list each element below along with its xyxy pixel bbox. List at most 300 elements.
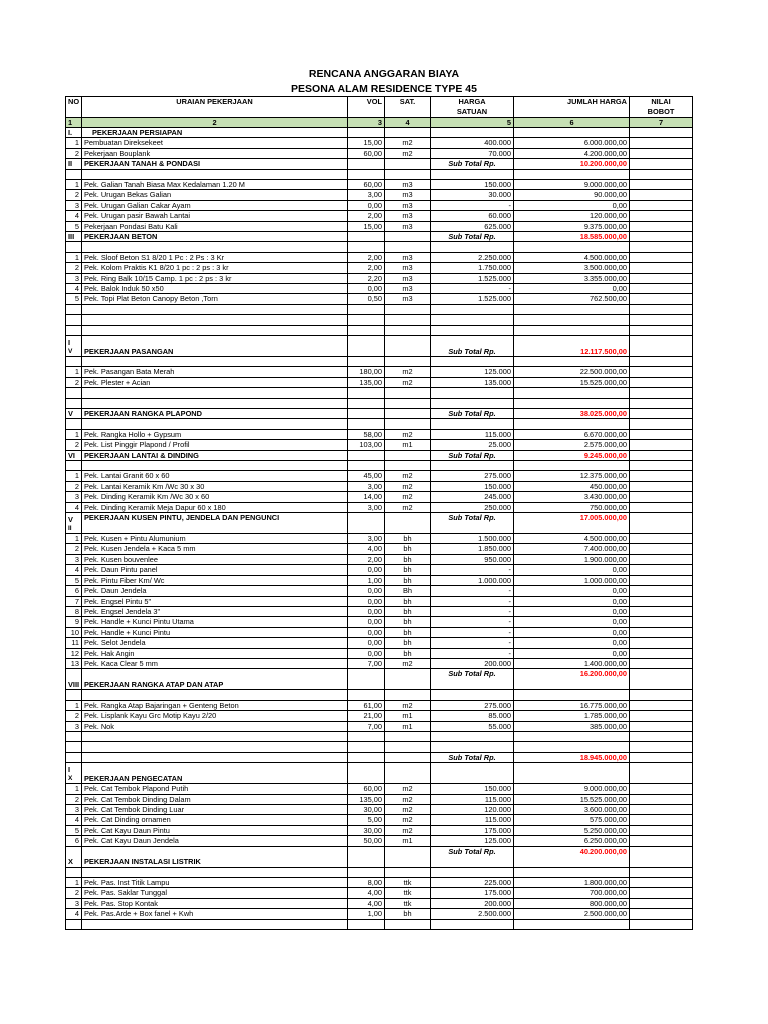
- row-no: 1: [66, 534, 82, 544]
- row-no: 2: [66, 481, 82, 491]
- blank-cell: [514, 742, 630, 752]
- row-vol: 0,00: [348, 617, 385, 627]
- blank-row: [66, 867, 693, 877]
- row-no: 2: [66, 190, 82, 200]
- row-bobot: [630, 565, 693, 575]
- section-bobot: [630, 846, 693, 867]
- section-sat: [385, 159, 431, 169]
- header-uraian: URAIAN PEKERJAAN: [82, 97, 348, 118]
- row-uraian: Pek. Pintu Fiber Km/ Wc: [82, 575, 348, 585]
- table-row: [66, 617, 693, 627]
- header-no: NO: [66, 97, 82, 118]
- blank-cell: [431, 690, 514, 700]
- row-bobot: [630, 211, 693, 221]
- row-bobot: [630, 617, 693, 627]
- row-sat: m2: [385, 784, 431, 794]
- blank-cell: [630, 742, 693, 752]
- row-sat: m3: [385, 252, 431, 262]
- blank-cell: [82, 461, 348, 471]
- subtotal-value: 16.200.000,00: [514, 669, 630, 690]
- row-harga: 2.250.000: [431, 252, 514, 262]
- blank-cell: [514, 919, 630, 929]
- blank-cell: [66, 919, 82, 929]
- blank-row: [66, 419, 693, 429]
- header-nilai-line1: NILAI: [651, 97, 671, 106]
- row-harga: 115.000: [431, 815, 514, 825]
- section-row: [66, 232, 693, 242]
- row-uraian: Pek. Lisplank Kayu Grc Motip Kayu 2/20: [82, 711, 348, 721]
- row-vol: 5,00: [348, 815, 385, 825]
- row-harga: -: [431, 606, 514, 616]
- blank-cell: [514, 461, 630, 471]
- row-bobot: [630, 825, 693, 835]
- row-bobot: [630, 429, 693, 439]
- row-harga: 1.525.000: [431, 294, 514, 304]
- row-uraian: Pek. Pas. Saklar Tunggal: [82, 888, 348, 898]
- blank-cell: [348, 742, 385, 752]
- section-no: VI: [66, 450, 82, 460]
- blank-cell: [431, 325, 514, 335]
- table-row: [66, 440, 693, 450]
- row-vol: 0,00: [348, 284, 385, 294]
- table-row: [66, 648, 693, 658]
- row-jumlah: 0,00: [514, 617, 630, 627]
- row-harga: 2.500.000: [431, 909, 514, 919]
- colnum-5: 5: [431, 118, 514, 128]
- row-bobot: [630, 252, 693, 262]
- row-no: 5: [66, 294, 82, 304]
- row-uraian: Pek. Urugan pasir Bawah Lantai: [82, 211, 348, 221]
- row-jumlah: 1.900.000,00: [514, 554, 630, 564]
- table-row: [66, 888, 693, 898]
- section-row: [66, 846, 693, 867]
- section-row: [66, 409, 693, 419]
- blank-cell: [431, 357, 514, 367]
- section-bobot: [630, 159, 693, 169]
- blank-cell: [66, 388, 82, 398]
- row-bobot: [630, 294, 693, 304]
- row-no: 12: [66, 648, 82, 658]
- row-uraian: Pek. Dinding Keramik Meja Dapur 60 x 180: [82, 502, 348, 512]
- section-title: PEKERJAAN RANGKA PLAPOND: [82, 409, 348, 419]
- row-bobot: [630, 440, 693, 450]
- blank-row: [66, 357, 693, 367]
- row-bobot: [630, 492, 693, 502]
- row-bobot: [630, 221, 693, 231]
- section-title: PEKERJAAN PASANGAN: [82, 336, 348, 357]
- blank-cell: [66, 242, 82, 252]
- row-jumlah: 15.525.000,00: [514, 377, 630, 387]
- row-bobot: [630, 575, 693, 585]
- row-vol: 4,00: [348, 544, 385, 554]
- table-row: [66, 367, 693, 377]
- blank-cell: [385, 461, 431, 471]
- row-bobot: [630, 804, 693, 814]
- section-no-line1: I: [68, 765, 71, 775]
- row-sat: m2: [385, 815, 431, 825]
- subtotal-value: 18.585.000,00: [514, 232, 630, 242]
- blank-cell: [348, 357, 385, 367]
- row-bobot: [630, 606, 693, 616]
- row-vol: 0,00: [348, 638, 385, 648]
- row-uraian: Pek. Pas. Stop Kontak: [82, 898, 348, 908]
- blank-cell: [348, 867, 385, 877]
- row-sat: bh: [385, 606, 431, 616]
- blank-cell: [82, 867, 348, 877]
- row-jumlah: 450.000,00: [514, 481, 630, 491]
- row-sat: m2: [385, 481, 431, 491]
- row-sat: bh: [385, 544, 431, 554]
- blank-cell: [82, 690, 348, 700]
- blank-cell: [514, 304, 630, 314]
- row-uraian: Pek. Daun Jendela: [82, 586, 348, 596]
- subtotal-label: Sub Total Rp.: [431, 409, 514, 419]
- row-no: 1: [66, 138, 82, 148]
- row-no: 6: [66, 586, 82, 596]
- row-vol: 2,00: [348, 554, 385, 564]
- row-harga: 150.000: [431, 481, 514, 491]
- row-bobot: [630, 554, 693, 564]
- blank-cell: [514, 169, 630, 179]
- row-sat: m1: [385, 836, 431, 846]
- table-row: [66, 638, 693, 648]
- row-no: 4: [66, 909, 82, 919]
- row-vol: 21,00: [348, 711, 385, 721]
- row-uraian: Pek. Sloof Beton S1 8/20 1 Pc : 2 Ps : 3 Kr: [82, 252, 348, 262]
- row-vol: 2,00: [348, 211, 385, 221]
- row-uraian: Pek. Rangka Hollo + Gypsum: [82, 429, 348, 439]
- row-jumlah: 9.375.000,00: [514, 221, 630, 231]
- row-vol: 45,00: [348, 471, 385, 481]
- table-row: [66, 836, 693, 846]
- row-no: 5: [66, 575, 82, 585]
- row-harga: 200.000: [431, 898, 514, 908]
- section-vol: [348, 513, 385, 534]
- row-harga: -: [431, 648, 514, 658]
- row-jumlah: 0,00: [514, 638, 630, 648]
- blank-cell: [66, 690, 82, 700]
- table-row: [66, 273, 693, 283]
- blank-cell: [348, 388, 385, 398]
- section-title: PEKERJAAN RANGKA ATAP DAN ATAP: [82, 669, 348, 690]
- blank-cell: [431, 304, 514, 314]
- section-vol: [348, 752, 385, 762]
- section-vol: [348, 336, 385, 357]
- table-row: [66, 700, 693, 710]
- row-harga: 245.000: [431, 492, 514, 502]
- row-harga: 120.000: [431, 804, 514, 814]
- section-vol: [348, 669, 385, 690]
- document-title: RENCANA ANGGARAN BIAYA: [308, 68, 460, 80]
- row-bobot: [630, 898, 693, 908]
- row-jumlah: 800.000,00: [514, 898, 630, 908]
- row-jumlah: 1.785.000,00: [514, 711, 630, 721]
- section-title: PEKERJAAN KUSEN PINTU, JENDELA DAN PENGUNCI: [82, 513, 348, 534]
- subtotal-label: [431, 763, 514, 784]
- row-harga: 150.000: [431, 784, 514, 794]
- row-harga: -: [431, 586, 514, 596]
- blank-cell: [385, 315, 431, 325]
- row-harga: 1.850.000: [431, 544, 514, 554]
- section-row: [66, 450, 693, 460]
- row-sat: m2: [385, 804, 431, 814]
- blank-cell: [82, 919, 348, 929]
- table-row: [66, 534, 693, 544]
- blank-cell: [385, 169, 431, 179]
- section-title: PEKERJAAN TANAH & PONDASI: [82, 159, 348, 169]
- blank-cell: [348, 315, 385, 325]
- blank-cell: [514, 388, 630, 398]
- row-uraian: Pek. Selot Jendela: [82, 638, 348, 648]
- row-harga: 1.525.000: [431, 273, 514, 283]
- table-row: [66, 825, 693, 835]
- blank-cell: [66, 325, 82, 335]
- blank-cell: [82, 169, 348, 179]
- row-bobot: [630, 638, 693, 648]
- row-bobot: [630, 544, 693, 554]
- table-row: [66, 138, 693, 148]
- row-harga: 275.000: [431, 471, 514, 481]
- table-row: [66, 471, 693, 481]
- row-uraian: Pek. Kolom Praktis K1 8/20 1 pc : 2 ps : 3 kr: [82, 263, 348, 273]
- blank-cell: [431, 315, 514, 325]
- row-vol: 50,00: [348, 836, 385, 846]
- row-uraian: Pek. Kaca Clear 5 mm: [82, 658, 348, 668]
- row-sat: m2: [385, 700, 431, 710]
- row-harga: 55.000: [431, 721, 514, 731]
- row-harga: -: [431, 565, 514, 575]
- row-uraian: Pek. Topi Plat Beton Canopy Beton ,Torn: [82, 294, 348, 304]
- row-bobot: [630, 148, 693, 158]
- row-jumlah: 762.500,00: [514, 294, 630, 304]
- blank-cell: [431, 388, 514, 398]
- section-vol: [348, 846, 385, 867]
- row-harga: 400.000: [431, 138, 514, 148]
- row-vol: 1,00: [348, 909, 385, 919]
- section-vol: [348, 232, 385, 242]
- row-harga: 1.750.000: [431, 263, 514, 273]
- blank-cell: [630, 731, 693, 741]
- section-bobot: [630, 450, 693, 460]
- table-row: [66, 815, 693, 825]
- row-vol: 0,00: [348, 648, 385, 658]
- table-row: [66, 221, 693, 231]
- section-no: X: [66, 846, 82, 867]
- blank-cell: [385, 919, 431, 929]
- row-sat: m1: [385, 440, 431, 450]
- row-jumlah: 0,00: [514, 586, 630, 596]
- row-uraian: Pek. Handle + Kunci Pintu Utama: [82, 617, 348, 627]
- table-row: [66, 804, 693, 814]
- row-bobot: [630, 502, 693, 512]
- row-no: 3: [66, 200, 82, 210]
- blank-cell: [514, 419, 630, 429]
- row-harga: 175.000: [431, 888, 514, 898]
- row-harga: 225.000: [431, 877, 514, 887]
- section-row: [66, 128, 693, 138]
- blank-cell: [348, 325, 385, 335]
- row-vol: 2,00: [348, 252, 385, 262]
- blank-cell: [630, 315, 693, 325]
- blank-cell: [385, 304, 431, 314]
- blank-row: [66, 169, 693, 179]
- section-bobot: [630, 752, 693, 762]
- row-harga: -: [431, 627, 514, 637]
- row-uraian: Pek. Handle + Kunci Pintu: [82, 627, 348, 637]
- row-uraian: Pek. Cat Kayu Daun Jendela: [82, 836, 348, 846]
- blank-cell: [431, 867, 514, 877]
- row-jumlah: 0,00: [514, 200, 630, 210]
- row-jumlah: 2.500.000,00: [514, 909, 630, 919]
- blank-cell: [66, 867, 82, 877]
- blank-cell: [82, 731, 348, 741]
- section-vol: [348, 409, 385, 419]
- section-sat: [385, 450, 431, 460]
- row-sat: m3: [385, 284, 431, 294]
- row-bobot: [630, 627, 693, 637]
- colnum-3: 3: [348, 118, 385, 128]
- row-jumlah: 385.000,00: [514, 721, 630, 731]
- row-sat: m1: [385, 711, 431, 721]
- table-header-row: [66, 97, 693, 118]
- blank-cell: [66, 169, 82, 179]
- blank-cell: [431, 742, 514, 752]
- row-bobot: [630, 721, 693, 731]
- blank-cell: [630, 919, 693, 929]
- row-jumlah: 120.000,00: [514, 211, 630, 221]
- row-bobot: [630, 648, 693, 658]
- section-sat: [385, 232, 431, 242]
- section-bobot: [630, 409, 693, 419]
- row-bobot: [630, 711, 693, 721]
- section-no: II: [66, 159, 82, 169]
- blank-cell: [630, 419, 693, 429]
- table-row: [66, 481, 693, 491]
- row-jumlah: 750.000,00: [514, 502, 630, 512]
- row-bobot: [630, 534, 693, 544]
- subtotal-value: 17.005.000,00: [514, 513, 630, 534]
- row-bobot: [630, 888, 693, 898]
- blank-cell: [385, 690, 431, 700]
- row-vol: 3,00: [348, 190, 385, 200]
- row-sat: ttk: [385, 877, 431, 887]
- row-jumlah: 6.000.000,00: [514, 138, 630, 148]
- subtotal-value: 12.117.500,00: [514, 336, 630, 357]
- table-row: [66, 252, 693, 262]
- table-row: [66, 377, 693, 387]
- row-jumlah: 0,00: [514, 596, 630, 606]
- blank-cell: [385, 398, 431, 408]
- row-sat: m2: [385, 138, 431, 148]
- section-title: PEKERJAAN PERSIAPAN: [82, 128, 348, 138]
- header-nilai-line2: BOBOT: [647, 107, 675, 116]
- section-sat: [385, 336, 431, 357]
- row-no: 2: [66, 263, 82, 273]
- row-uraian: Pek. Balok Induk 50 x50: [82, 284, 348, 294]
- row-vol: 60,00: [348, 180, 385, 190]
- blank-cell: [385, 419, 431, 429]
- row-jumlah: 9.000.000,00: [514, 784, 630, 794]
- section-no-line2: II: [68, 525, 72, 533]
- row-bobot: [630, 200, 693, 210]
- row-uraian: Pek. Plester + Acian: [82, 377, 348, 387]
- colnum-6: 6: [514, 118, 630, 128]
- row-bobot: [630, 815, 693, 825]
- row-uraian: Pek. Lantai Granit 60 x 60: [82, 471, 348, 481]
- section-no: [66, 513, 82, 534]
- row-uraian: Pek. Kusen Jendela + Kaca 5 mm: [82, 544, 348, 554]
- row-vol: 103,00: [348, 440, 385, 450]
- blank-cell: [82, 419, 348, 429]
- blank-cell: [431, 169, 514, 179]
- table-row: [66, 658, 693, 668]
- row-uraian: Pek. Ring Balk 10/15 Camp. 1 pc : 2 ps : 3 kr: [82, 273, 348, 283]
- row-no: 1: [66, 700, 82, 710]
- row-jumlah: 6.670.000,00: [514, 429, 630, 439]
- row-no: 9: [66, 617, 82, 627]
- row-harga: 1.500.000: [431, 534, 514, 544]
- section-row: [66, 669, 693, 690]
- blank-row: [66, 398, 693, 408]
- row-no: 4: [66, 211, 82, 221]
- row-uraian: Pek. Pas.Arde + Box fanel + Kwh: [82, 909, 348, 919]
- section-bobot: [630, 763, 693, 784]
- row-uraian: Pek. Lantai Keramik Km /Wc 30 x 30: [82, 481, 348, 491]
- row-harga: 950.000: [431, 554, 514, 564]
- row-uraian: Pek. Engsel Pintu 5": [82, 596, 348, 606]
- blank-cell: [431, 461, 514, 471]
- blank-cell: [66, 357, 82, 367]
- blank-cell: [82, 398, 348, 408]
- row-vol: 0,00: [348, 200, 385, 210]
- subtotal-value: [514, 763, 630, 784]
- row-vol: 0,00: [348, 627, 385, 637]
- header-nilai: [630, 97, 693, 118]
- blank-cell: [66, 742, 82, 752]
- row-sat: m2: [385, 658, 431, 668]
- blank-cell: [630, 242, 693, 252]
- row-no: 1: [66, 367, 82, 377]
- blank-cell: [66, 304, 82, 314]
- row-sat: ttk: [385, 898, 431, 908]
- row-jumlah: 22.500.000,00: [514, 367, 630, 377]
- section-vol: [348, 159, 385, 169]
- row-vol: 30,00: [348, 804, 385, 814]
- row-jumlah: 16.775.000,00: [514, 700, 630, 710]
- blank-row: [66, 690, 693, 700]
- row-uraian: Pekerjaan Pondasi Batu Kali: [82, 221, 348, 231]
- blank-cell: [630, 169, 693, 179]
- row-no: 3: [66, 492, 82, 502]
- row-harga: 200.000: [431, 658, 514, 668]
- row-uraian: Pek. Nok: [82, 721, 348, 731]
- blank-cell: [514, 325, 630, 335]
- row-harga: 115.000: [431, 429, 514, 439]
- header-jumlah: JUMLAH HARGA: [514, 97, 630, 118]
- row-vol: 60,00: [348, 784, 385, 794]
- row-sat: m2: [385, 148, 431, 158]
- row-harga: 135.000: [431, 377, 514, 387]
- row-no: 4: [66, 284, 82, 294]
- section-no-line1: V: [68, 515, 73, 525]
- row-bobot: [630, 481, 693, 491]
- blank-cell: [348, 398, 385, 408]
- row-sat: m1: [385, 721, 431, 731]
- row-harga: 625.000: [431, 221, 514, 231]
- row-bobot: [630, 273, 693, 283]
- row-sat: bh: [385, 648, 431, 658]
- row-uraian: Pek. Cat Tembok Dinding Luar: [82, 804, 348, 814]
